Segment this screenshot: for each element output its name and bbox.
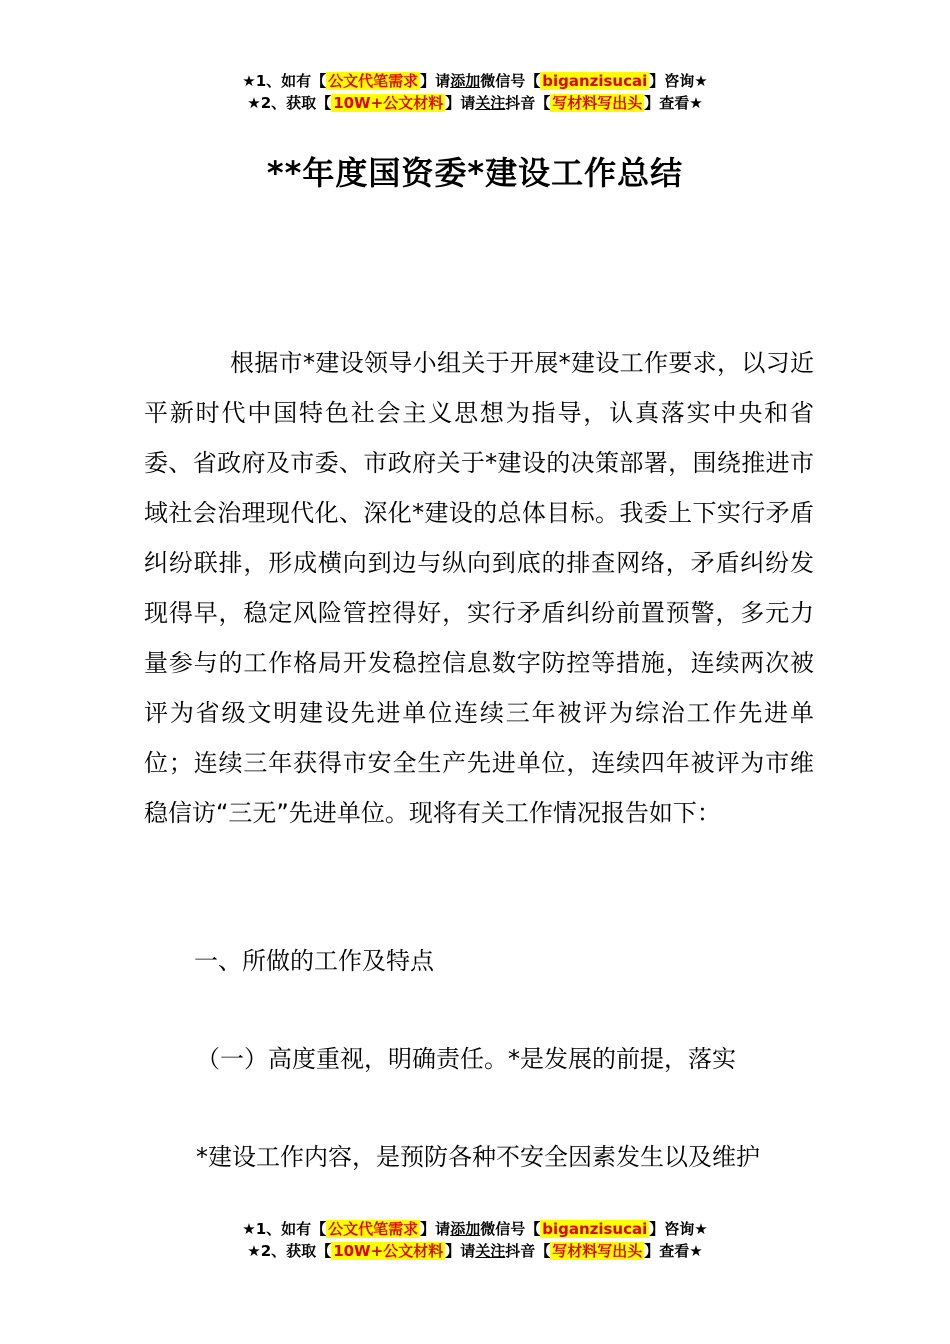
footer-line1-suffix: 】咨询★ (649, 1220, 708, 1238)
banner-line2-mid-1: 】请 (445, 94, 476, 112)
footer-line2-prefix: ★2、获取【 (247, 1242, 332, 1260)
footer-line2-suffix: 】查看★ (644, 1242, 703, 1260)
subsection-heading-1: （一）高度重视，明确责任。*是发展的前提，落实 (196, 1045, 736, 1073)
footer-line2-highlight-2: 写材料写出头 (552, 1242, 643, 1260)
footer-line2-mid-2: 抖音【 (505, 1242, 551, 1260)
footer-banner (0, 1218, 950, 1262)
banner-line-1 (0, 70, 950, 92)
footer-line1-highlight-1: 公文代笔需求 (328, 1220, 419, 1238)
banner-line1-highlight-2: biganzisucai (542, 72, 648, 90)
banner-line2-highlight-2: 写材料写出头 (552, 94, 643, 112)
footer-line-1 (0, 1218, 950, 1240)
footer-line-2 (0, 1240, 950, 1262)
footer-line1-underlined: 添加 (450, 1220, 481, 1238)
banner-line2-underlined: 关注 (475, 94, 506, 112)
footer-line2-highlight-1: 10W+公文材料 (333, 1242, 444, 1260)
document-title: **年度国资委*建设工作总结 (266, 154, 684, 192)
footer-line2-underlined: 关注 (475, 1242, 506, 1260)
footer-line1-prefix: ★1、如有【 (242, 1220, 327, 1238)
banner-line1-prefix: ★1、如有【 (242, 72, 327, 90)
subsection-1-text: *建设工作内容，是预防各种不安全因素发生以及维护 (196, 1143, 760, 1171)
banner-line2-mid-2: 抖音【 (505, 94, 551, 112)
banner-line1-underlined: 添加 (450, 72, 481, 90)
banner-line1-mid-2: 微信号【 (480, 72, 541, 90)
banner-line2-highlight-1: 10W+公文材料 (333, 94, 444, 112)
footer-line1-highlight-2: biganzisucai (542, 1220, 648, 1238)
banner-line-2 (0, 92, 950, 114)
banner-line2-suffix: 】查看★ (644, 94, 703, 112)
section-heading-1: 一、所做的工作及特点 (194, 947, 434, 975)
banner-line1-suffix: 】咨询★ (649, 72, 708, 90)
header-banner (0, 70, 950, 114)
banner-line2-prefix: ★2、获取【 (247, 94, 332, 112)
intro-paragraph: 根据市*建设领导小组关于开展*建设工作要求，以习近平新时代中国特色社会主义思想为指导，认真落实中央和省委、省政府及市委、市政府关于*建设的决策部署，围绕推进市域社会治理现代化、深化*建设的总体目标。我委上下实行矛盾纠纷联排，形成横向到边与纵向到底的排查网络，矛盾纠纷发现得早，稳定风险管控得好，实行矛盾纠纷前置预警，多元力量参与的工作格局开发稳控信息数字防控等措施，连续两次被评为省级文明建设先进单位连续三年被评为综治工作先进单位；连续三年获得市安全生产先进单位，连续四年被评为市维稳信访“三无”先进单位。现将有关工作情况报告如下： (144, 349, 814, 827)
banner-line1-mid-1: 】请 (420, 72, 451, 90)
footer-line1-mid-1: 】请 (420, 1220, 451, 1238)
banner-line1-highlight-1: 公文代笔需求 (328, 72, 419, 90)
footer-line2-mid-1: 】请 (445, 1242, 476, 1260)
footer-line1-mid-2: 微信号【 (480, 1220, 541, 1238)
